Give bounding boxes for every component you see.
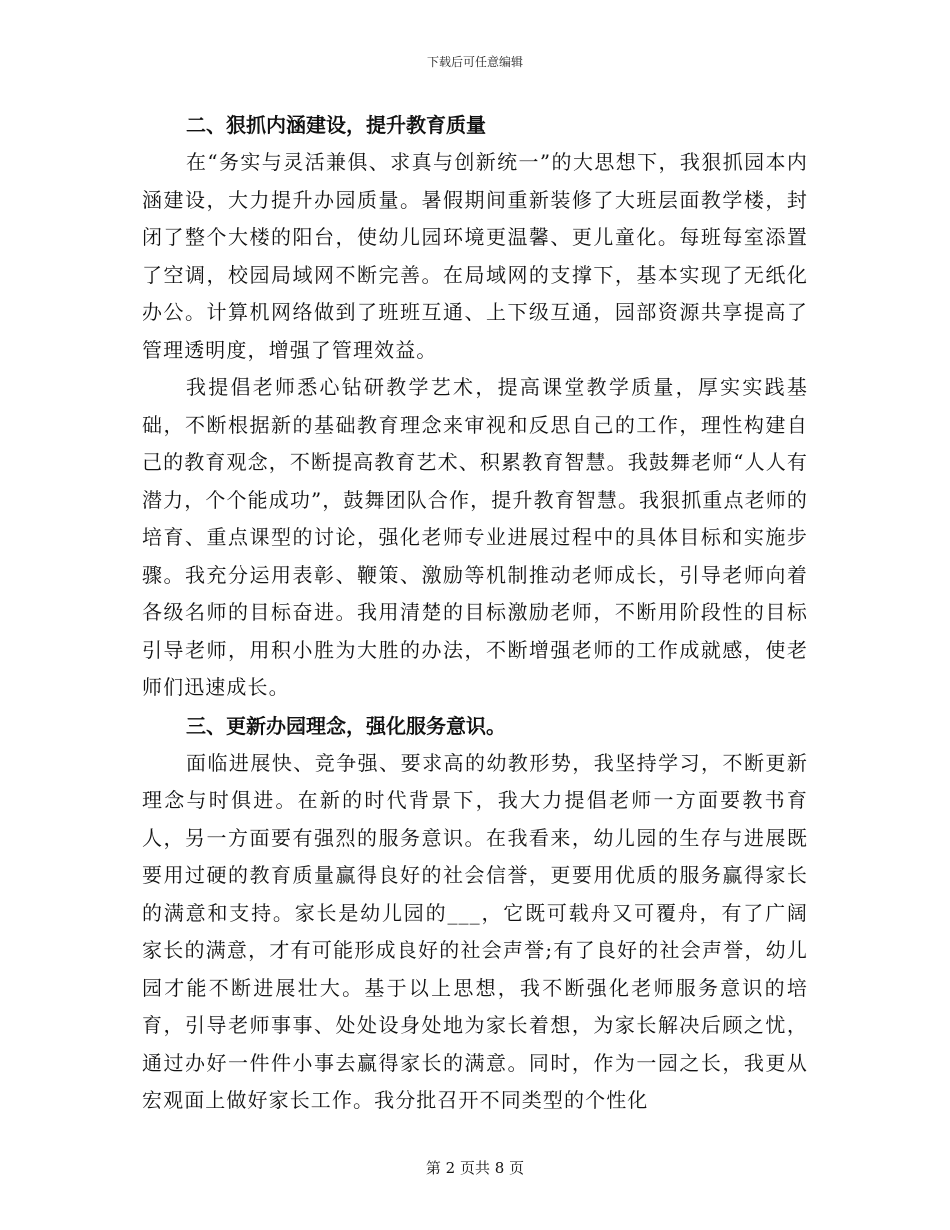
section-heading-3: 三、更新办园理念，强化服务意识。 [186, 713, 506, 738]
paragraph: 在“务实与灵活兼俱、求真与创新统一”的大思想下，我狠抓园本内涵建设，大力提升办园质量。暑假期间重新装修了大班层面教学楼，封闭了整个大楼的阳台，使幼儿园环境更温馨、更儿童化。每班每室添置了空调，校园局域网不断完善。在局域网的支撑下，基本实现了无纸化办公。计算机网络做到了班班互通、上下级互通，园部资源共享提高了管理透明度，增强了管理效益。 [142, 150, 808, 362]
document-body [142, 106, 808, 1120]
paragraph: 我提倡老师悉心钻研教学艺术，提高课堂教学质量，厚实实践基础，不断根据新的基础教育理念来审视和反思自己的工作，理性构建自己的教育观念，不断提高教育艺术、积累教育智慧。我鼓舞老师“人人有潜力，个个能成功”，鼓舞团队合作，提升教育智慧。我狠抓重点老师的培育、重点课型的讨论，强化老师专业进展过程中的具体目标和实施步骤。我充分运用表彰、鞭策、激励等机制推动老师成长，引导老师向着各级名师的目标奋进。我用清楚的目标激励老师，不断用阶段性的目标引导老师，用积小胜为大胜的办法，不断增强老师的工作成就感，使老师们迅速成长。 [142, 375, 808, 699]
section-heading-2: 二、狠抓内涵建设，提升教育质量 [186, 113, 486, 137]
page-header: 下载后可任意编辑 [426, 55, 523, 69]
page-number-footer: 第 2 页共 8 页 [425, 1159, 525, 1177]
paragraph: 面临进展快、竞争强、要求高的幼教形势，我坚持学习，不断更新理念与时俱进。在新的时代背景下，我大力提倡老师一方面要教书育人，另一方面要有强烈的服务意识。在我看来，幼儿园的生存与进展既要用过硬的教育质量赢得良好的社会信誉，更要用优质的服务赢得家长的满意和支持。家长是幼儿园的___，它既可载舟又可覆舟，有了广阔家长的满意，才有可能形成良好的社会声誉;有了良好的社会声誉，幼儿园才能不断进展壮大。基于以上思想，我不断强化老师服务意识的培育，引导老师事事、处处设身处地为家长着想，为家长解决后顾之忧，通过办好一件件小事去赢得家长的满意。同时，作为一园之长，我更从宏观面上做好家长工作。我分批召开不同类型的个性化 [142, 750, 808, 1112]
